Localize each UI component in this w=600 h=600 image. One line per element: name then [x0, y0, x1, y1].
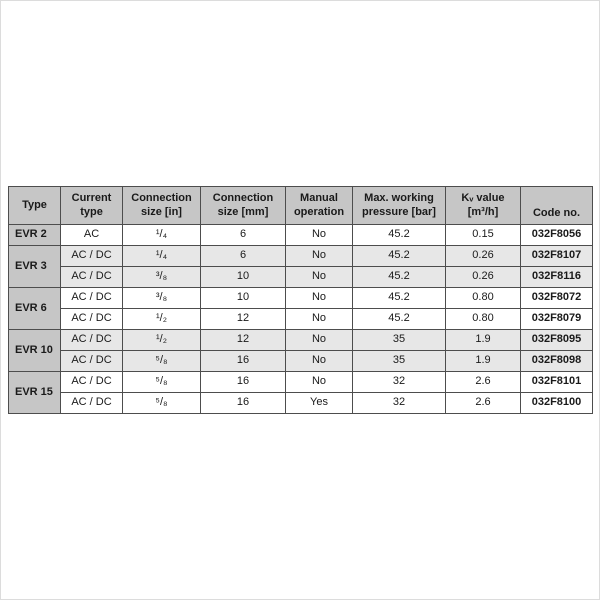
cell-current-type: AC / DC [61, 309, 123, 330]
cell-max-working-pressure: 45.2 [353, 246, 446, 267]
column-header-type: Type [9, 187, 61, 225]
cell-manual-operation: No [286, 246, 353, 267]
cell-current-type: AC [61, 225, 123, 246]
cell-manual-operation: No [286, 309, 353, 330]
cell-kv-value: 0.80 [446, 288, 521, 309]
cell-connection-size-mm: 16 [201, 372, 286, 393]
table-row [9, 225, 593, 246]
cell-connection-size-in: ⁵/₈ [123, 393, 201, 414]
cell-max-working-pressure: 45.2 [353, 288, 446, 309]
cell-manual-operation: No [286, 330, 353, 351]
cell-current-type: AC / DC [61, 372, 123, 393]
cell-connection-size-in: ¹/₄ [123, 246, 201, 267]
cell-max-working-pressure: 45.2 [353, 225, 446, 246]
column-header-connection-size-mm: Connection size [mm] [201, 187, 286, 225]
cell-code-no: 032F8098 [521, 351, 593, 372]
cell-max-working-pressure: 45.2 [353, 309, 446, 330]
cell-current-type: AC / DC [61, 351, 123, 372]
cell-current-type: AC / DC [61, 330, 123, 351]
cell-code-no: 032F8101 [521, 372, 593, 393]
cell-kv-value: 0.80 [446, 309, 521, 330]
table-row [9, 372, 593, 393]
cell-kv-value: 2.6 [446, 393, 521, 414]
cell-kv-value: 0.15 [446, 225, 521, 246]
column-header-current-type: Current type [61, 187, 123, 225]
cell-connection-size-in: ¹/₄ [123, 225, 201, 246]
cell-max-working-pressure: 35 [353, 330, 446, 351]
cell-manual-operation: No [286, 351, 353, 372]
cell-connection-size-in: ¹/₂ [123, 309, 201, 330]
table-row [9, 330, 593, 351]
table-row [9, 246, 593, 267]
cell-connection-size-in: ³/₈ [123, 288, 201, 309]
cell-connection-size-mm: 16 [201, 393, 286, 414]
cell-current-type: AC / DC [61, 393, 123, 414]
cell-current-type: AC / DC [61, 246, 123, 267]
table-row [9, 351, 593, 372]
cell-kv-value: 1.9 [446, 330, 521, 351]
cell-connection-size-mm: 12 [201, 309, 286, 330]
row-group-label: EVR 2 [9, 225, 61, 246]
cell-kv-value: 0.26 [446, 267, 521, 288]
cell-connection-size-in: ⁵/₈ [123, 372, 201, 393]
cell-code-no: 032F8116 [521, 267, 593, 288]
cell-max-working-pressure: 32 [353, 393, 446, 414]
cell-max-working-pressure: 32 [353, 372, 446, 393]
cell-connection-size-mm: 6 [201, 246, 286, 267]
column-header-max-working-pressure: Max. working pressure [bar] [353, 187, 446, 225]
cell-connection-size-mm: 10 [201, 288, 286, 309]
row-group-label: EVR 10 [9, 330, 61, 372]
cell-code-no: 032F8079 [521, 309, 593, 330]
column-header-connection-size-in: Connection size [in] [123, 187, 201, 225]
cell-current-type: AC / DC [61, 267, 123, 288]
table-row [9, 393, 593, 414]
cell-kv-value: 1.9 [446, 351, 521, 372]
valve-spec-table [8, 186, 593, 414]
cell-connection-size-mm: 16 [201, 351, 286, 372]
cell-connection-size-mm: 12 [201, 330, 286, 351]
cell-kv-value: 2.6 [446, 372, 521, 393]
header-row [9, 187, 593, 225]
cell-max-working-pressure: 35 [353, 351, 446, 372]
row-group-label: EVR 6 [9, 288, 61, 330]
table-row [9, 288, 593, 309]
cell-manual-operation: No [286, 267, 353, 288]
cell-max-working-pressure: 45.2 [353, 267, 446, 288]
column-header-manual-operation: Manual operation [286, 187, 353, 225]
cell-code-no: 032F8107 [521, 246, 593, 267]
row-group-label: EVR 3 [9, 246, 61, 288]
cell-code-no: 032F8100 [521, 393, 593, 414]
cell-connection-size-in: ⁵/₈ [123, 351, 201, 372]
cell-code-no: 032F8056 [521, 225, 593, 246]
cell-connection-size-mm: 6 [201, 225, 286, 246]
cell-manual-operation: Yes [286, 393, 353, 414]
cell-connection-size-in: ¹/₂ [123, 330, 201, 351]
cell-manual-operation: No [286, 225, 353, 246]
column-header-code-no: Code no. [521, 187, 593, 225]
cell-manual-operation: No [286, 288, 353, 309]
cell-code-no: 032F8095 [521, 330, 593, 351]
cell-connection-size-in: ³/₈ [123, 267, 201, 288]
cell-manual-operation: No [286, 372, 353, 393]
cell-connection-size-mm: 10 [201, 267, 286, 288]
cell-kv-value: 0.26 [446, 246, 521, 267]
cell-code-no: 032F8072 [521, 288, 593, 309]
column-header-kv-value: Kᵥ value [m³/h] [446, 187, 521, 225]
table-row [9, 309, 593, 330]
row-group-label: EVR 15 [9, 372, 61, 414]
table-row [9, 267, 593, 288]
cell-current-type: AC / DC [61, 288, 123, 309]
